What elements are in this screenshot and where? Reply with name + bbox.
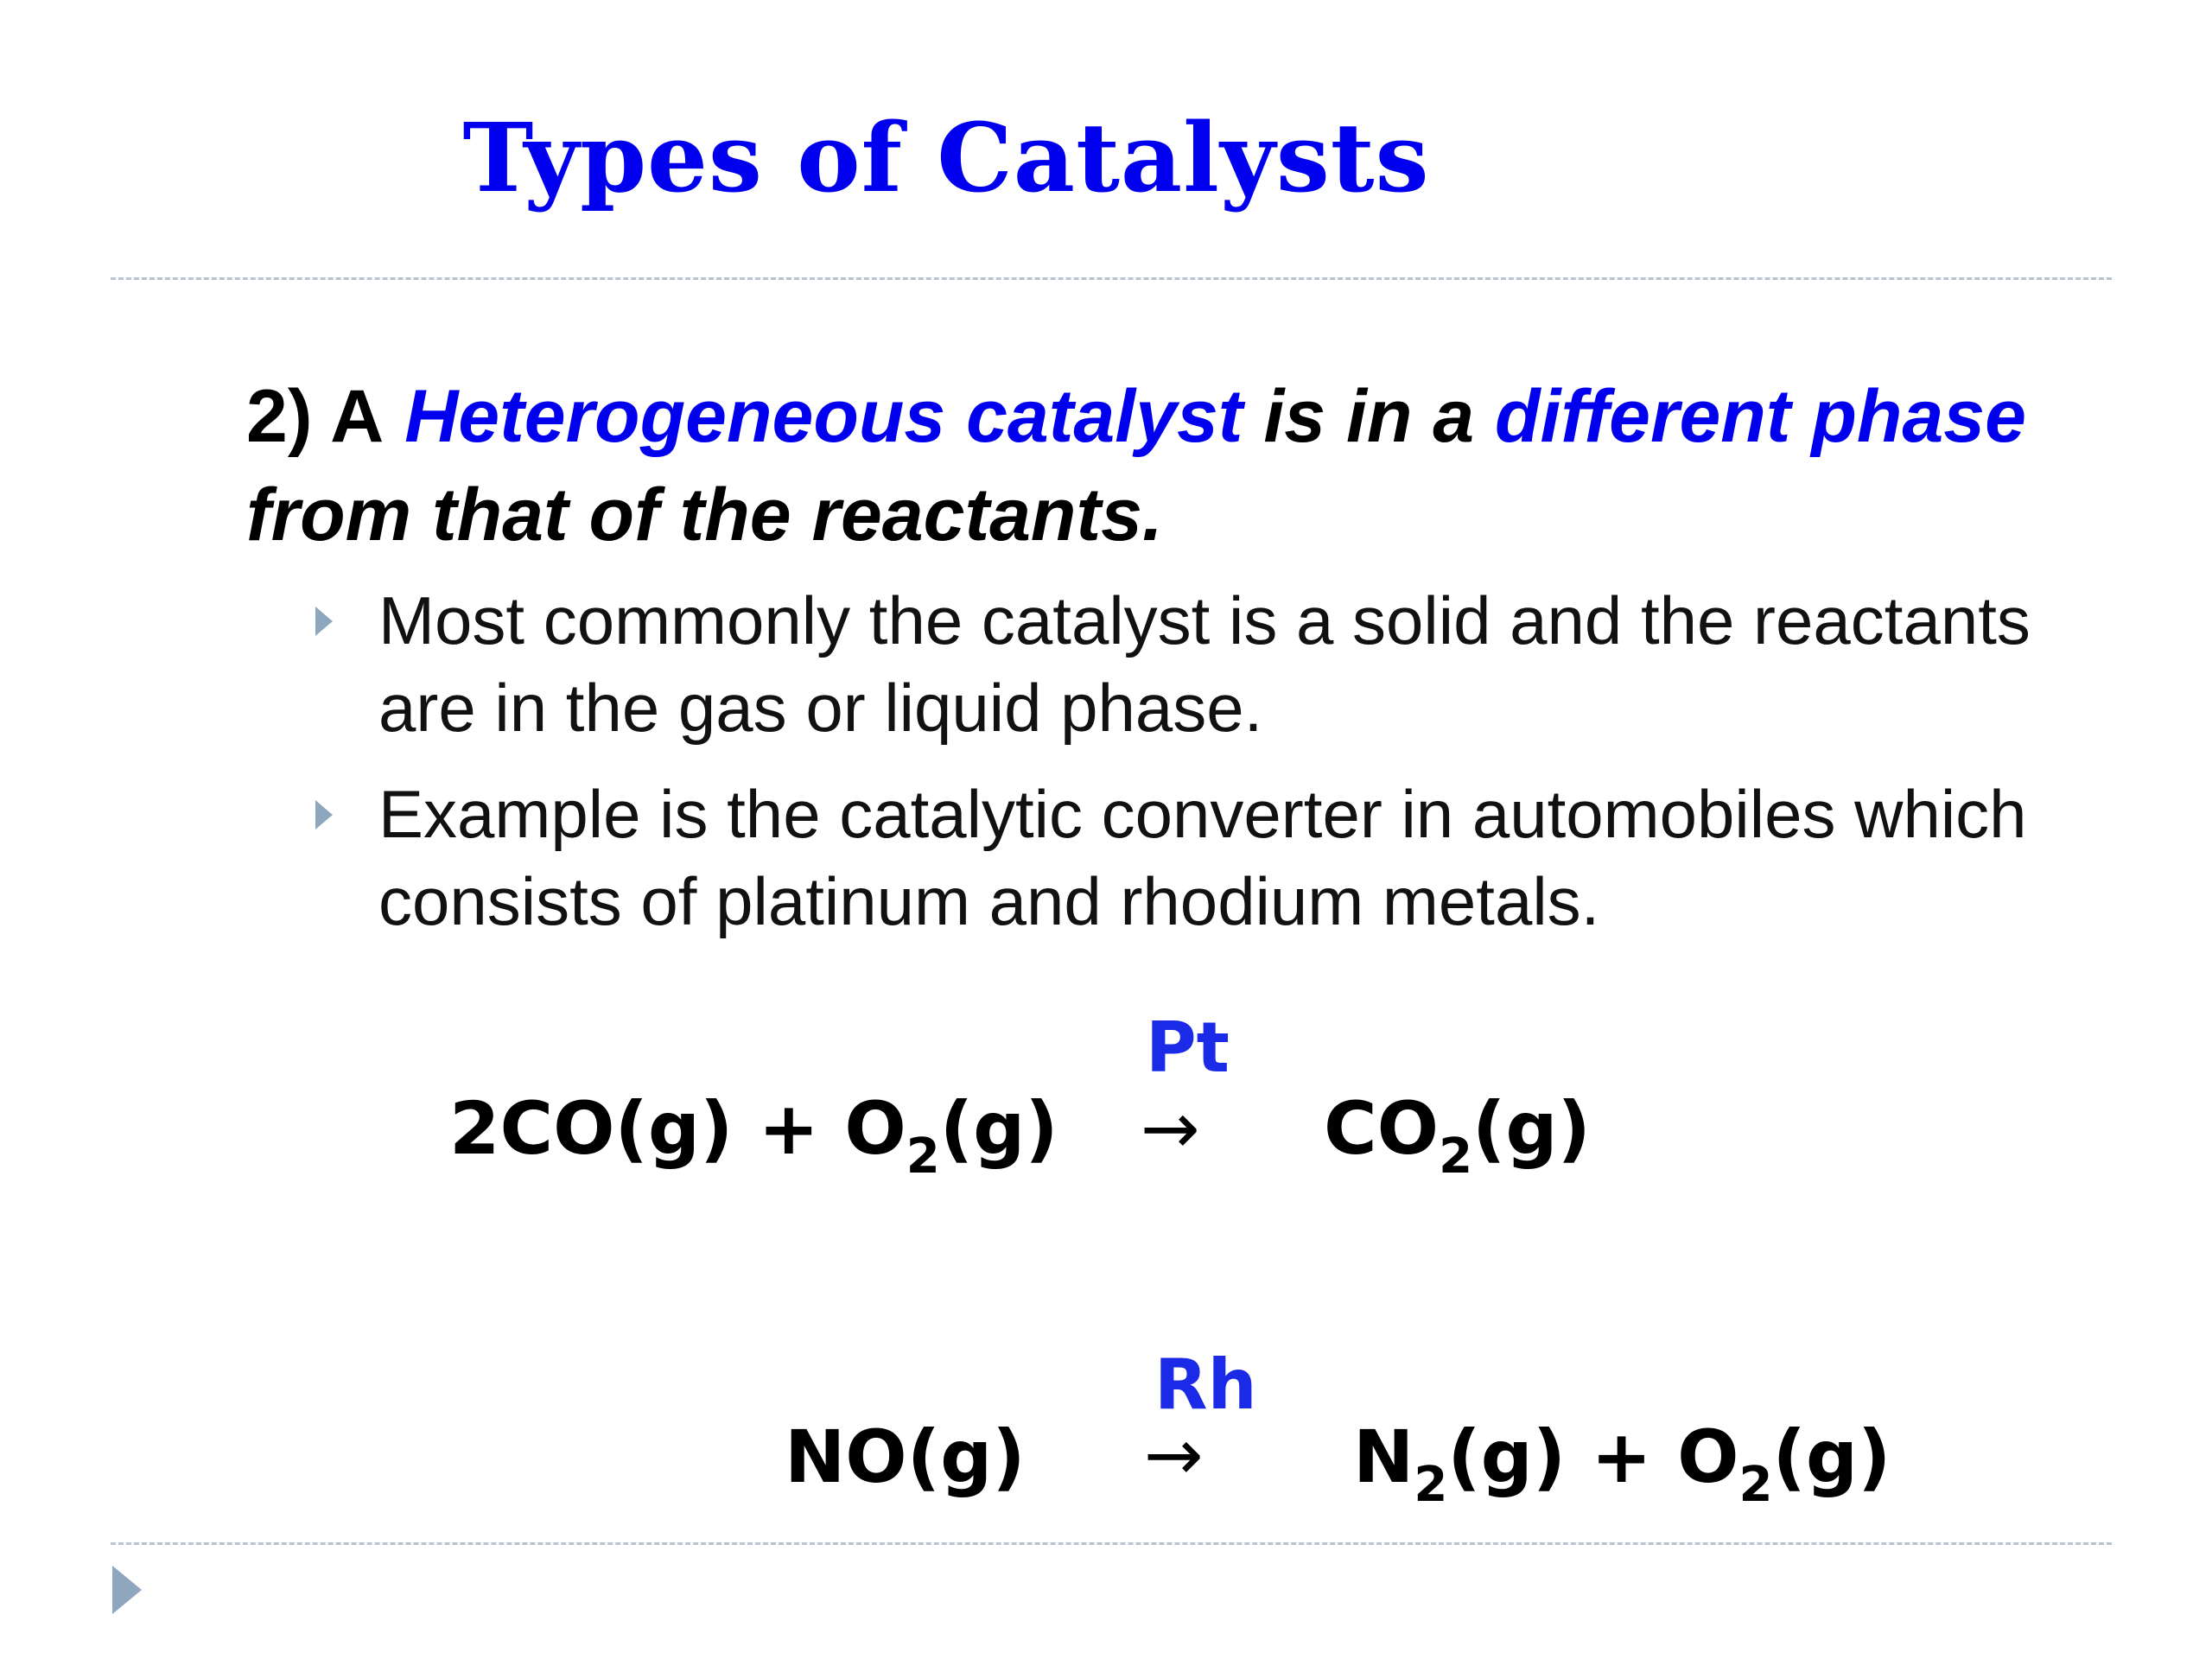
reaction-1-catalyst: Pt (1146, 1007, 1230, 1088)
reaction-1-products (1324, 1085, 1591, 1185)
state: (g) (1772, 1414, 1891, 1499)
reaction-1-arrow-icon: → (1141, 1088, 1200, 1170)
top-divider (111, 277, 2112, 280)
reaction-2-arrow-icon: → (1144, 1414, 1204, 1497)
product-o2: (g) + O (1447, 1414, 1739, 1499)
catalyst-definition (246, 367, 2026, 564)
definition-emphasis: different phase (1495, 375, 2026, 458)
bullet-list (311, 577, 2039, 964)
state: (g) (939, 1086, 1058, 1171)
definition-middle: is in a (1263, 375, 1475, 458)
product-n2: N (1353, 1414, 1414, 1499)
definition-term: Heterogeneous catalyst (404, 375, 1243, 458)
definition-end: from that of the reactants. (246, 474, 1163, 556)
definition-number: 2) A (246, 375, 385, 458)
subscript: 2 (1738, 1457, 1773, 1513)
bullet-item (311, 577, 2039, 752)
slide-title: Types of Catalysts (462, 102, 1430, 213)
subscript: 2 (1439, 1128, 1473, 1185)
bottom-divider (111, 1542, 2112, 1545)
subscript: 2 (1414, 1457, 1448, 1513)
subscript: 2 (906, 1128, 940, 1185)
reaction-2-products (1353, 1414, 1891, 1513)
bullet-item (311, 771, 2039, 945)
bullet-text: Example is the catalytic converter in automobiles which consists of platinum and rhodium metals. (378, 776, 2027, 939)
reactant-co: 2CO(g) (449, 1086, 734, 1171)
state: (g) (1472, 1086, 1591, 1171)
plus-sign: + (758, 1086, 820, 1171)
reaction-1-reactants (449, 1085, 1058, 1185)
triangle-right-icon[interactable] (112, 1566, 142, 1614)
reaction-2-catalyst: Rh (1154, 1344, 1257, 1425)
product-co2: CO (1324, 1086, 1440, 1171)
bullet-triangle-icon (315, 607, 333, 636)
bullet-triangle-icon (315, 800, 333, 830)
reactant-o2: O (844, 1086, 906, 1171)
reaction-2-reactants (785, 1414, 1026, 1500)
bullet-text: Most commonly the catalyst is a solid and the reactants are in the gas or liquid phase. (378, 582, 2031, 746)
reactant-no: NO(g) (785, 1414, 1026, 1499)
